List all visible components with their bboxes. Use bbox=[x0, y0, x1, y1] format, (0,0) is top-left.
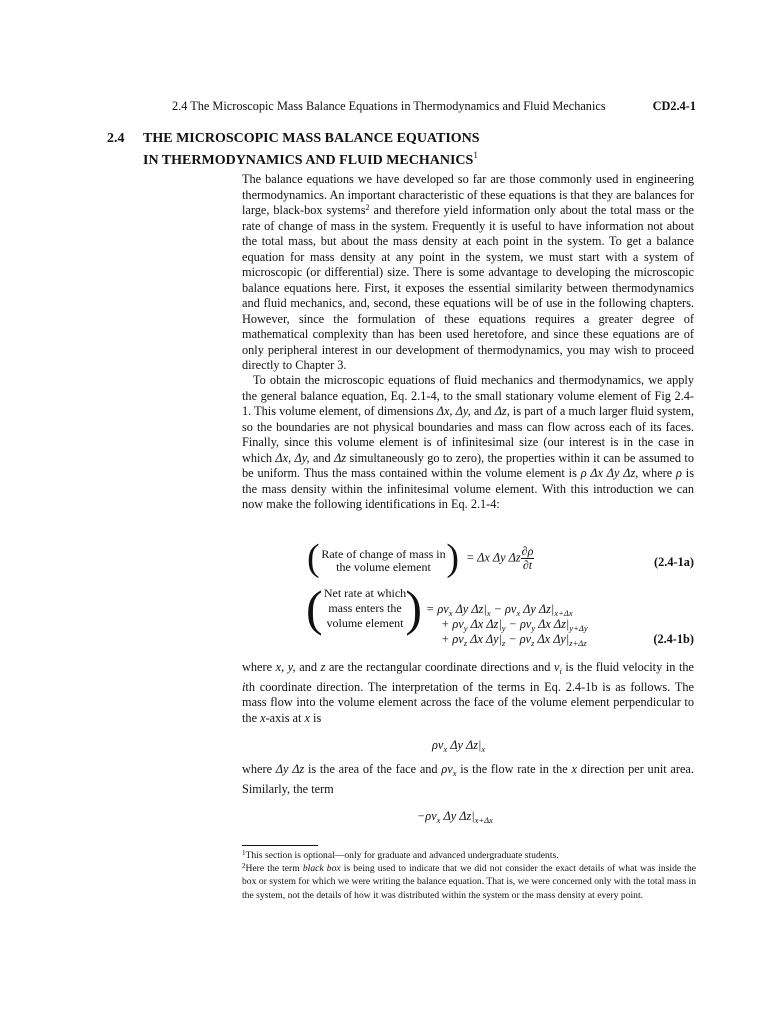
eq1a-paren-line1: Rate of change of mass in bbox=[321, 547, 446, 561]
eq1b-row-3 bbox=[441, 632, 587, 648]
math-token: Δy Δz| bbox=[447, 738, 482, 752]
section-title bbox=[143, 130, 480, 169]
eq1b-paren-line3: volume element bbox=[326, 616, 404, 630]
para1-text-b: and therefore yield information only about the total mass or the rate of change of mass in the system. Frequently it is useful to have information not about the total mass, but about the mass density at each point in the system. To get a balance equation for mass density at any point in the system, we must start with a system of microscopic (or differential) size. There is some advantage to developing the microscopic balance equations here. First, it exposes the essential similarity between thermodynamics and fluid mechanics, and, second, these equations will be of use in the following chapters. However, since the formulation of these equations requires a greater degree of mathematical complexity than has been used heretofore, and since these equations are of only peripheral interest in our development of thermodynamics, you may wish to proceed directly to Chapter 3. bbox=[242, 203, 694, 372]
math-token: Δx Δy| bbox=[467, 632, 502, 646]
math-token: ρv bbox=[432, 738, 444, 752]
para2-math-5: ρ Δx Δy Δz, bbox=[580, 466, 639, 480]
eq1a-numerator: ∂ρ bbox=[521, 544, 534, 558]
equation-1a-label: (2.4-1a) bbox=[654, 555, 694, 569]
para2-math-1: Δx, Δy, bbox=[436, 404, 471, 418]
para4-math-2: ρv bbox=[441, 762, 453, 776]
math-token: x bbox=[436, 815, 441, 825]
math-token: z bbox=[501, 638, 506, 648]
eq1b-paren-line1: Net rate at which bbox=[323, 586, 407, 600]
para3-math-xy: x, y, bbox=[275, 660, 296, 674]
math-token: − ρv bbox=[490, 602, 517, 616]
math-token: z bbox=[531, 638, 535, 648]
footnote-1-text: This section is optional—only for graduate and advanced undergraduate students. bbox=[245, 850, 559, 861]
equation-mass-flow-out bbox=[417, 809, 493, 825]
math-token: + ρv bbox=[441, 617, 464, 631]
para1-text-a: The balance equations we have developed so far are those commonly used in engineering thermodynamics. An important characteristic of these equations is that they are balances for large, black-box systems bbox=[242, 172, 694, 217]
footnote-1 bbox=[242, 849, 696, 862]
math-token: y bbox=[531, 623, 536, 633]
paragraph-interpretation bbox=[242, 660, 694, 726]
eq1a-fraction bbox=[521, 545, 535, 572]
para3-text-e: th coordinate direction. The interpretation of the terms in Eq. 2.4-1b is as follows. The mass flow into the volume element across the face of the volume element perpendicular to the bbox=[242, 679, 694, 725]
para3-math-x1: x bbox=[260, 710, 266, 725]
para3-text-g: is bbox=[309, 710, 322, 725]
math-token: y bbox=[501, 623, 506, 633]
math-token: x bbox=[448, 608, 453, 618]
para2-text-b: and bbox=[470, 404, 495, 418]
eq1b-row-2 bbox=[441, 617, 588, 633]
math-token: − ρv bbox=[505, 617, 532, 631]
para2-math-2: Δz, bbox=[494, 404, 510, 418]
para3-text-a: where bbox=[242, 660, 276, 674]
math-token: + ρv bbox=[441, 632, 464, 646]
eq1b-paren-line2: mass enters the bbox=[328, 601, 402, 615]
math-token: z+Δz bbox=[569, 638, 587, 648]
equation-mass-flow-in bbox=[432, 738, 485, 754]
para4-text-c: is the flow rate in the bbox=[456, 762, 572, 776]
section-number: 2.4 bbox=[107, 131, 125, 146]
math-token: x bbox=[516, 608, 521, 618]
math-token: x bbox=[481, 744, 486, 754]
footnote-ref-2: 2 bbox=[365, 203, 370, 212]
math-token: y+Δy bbox=[569, 623, 588, 633]
math-token: Δy Δz| bbox=[452, 602, 487, 616]
footnote-2-mark: 2 bbox=[242, 862, 246, 870]
para2-math-4: Δz bbox=[334, 450, 347, 465]
paragraph-intro bbox=[242, 172, 694, 374]
para2-text-d: and bbox=[309, 450, 335, 465]
running-header bbox=[172, 99, 696, 114]
para4-math-1: Δy Δz bbox=[275, 762, 305, 776]
math-token: − ρv bbox=[505, 632, 532, 646]
footnote-2-emphasis: black box bbox=[302, 863, 341, 874]
para3-math-z: z bbox=[320, 660, 326, 674]
para3-text-b: and bbox=[295, 660, 321, 674]
section-title-line1: THE MICROSCOPIC MASS BALANCE EQUATIONS bbox=[143, 131, 480, 146]
para3-text-f: -axis at bbox=[265, 710, 305, 725]
para4-text-a: where bbox=[242, 762, 276, 776]
math-token: Δx Δz| bbox=[467, 617, 502, 631]
para2-text-c: is part of a much larger fluid system, so the boundaries are not physical boundaries and mass can flow across each of its faces. Finally, since this volume element is of infinitesimal size (our interest is in the case in which bbox=[242, 404, 695, 465]
eq1a-rhs-text: = Δx Δy Δz bbox=[466, 550, 521, 565]
para3-text-c: are the rectangular coordinate directions and bbox=[325, 660, 554, 674]
paragraph-setup bbox=[242, 373, 694, 513]
page-id: CD2.4-1 bbox=[652, 99, 696, 113]
math-token: Δy Δz| bbox=[440, 809, 475, 823]
math-token: x bbox=[443, 744, 448, 754]
footnote-ref-1: 1 bbox=[473, 150, 478, 160]
para2-math-6: ρ bbox=[676, 466, 682, 480]
section-title-line2: IN THERMODYNAMICS AND FLUID MECHANICS bbox=[143, 153, 474, 168]
para2-text-a: To obtain the microscopic equations of fluid mechanics and thermodynamics, we apply the general balance equation, Eq. 2.1-4, to the small stationary volume element of Fig 2.4-1. This volume element, of dimensions bbox=[242, 373, 694, 418]
running-title: 2.4 The Microscopic Mass Balance Equations in Thermodynamics and Fluid Mechanics bbox=[172, 99, 606, 113]
para3-math-x2: x bbox=[304, 710, 310, 725]
math-token: Δy Δz| bbox=[520, 602, 555, 616]
para4-text-d: direction per unit area. Similarly, the term bbox=[242, 762, 694, 796]
para3-math-v-sub: i bbox=[559, 666, 562, 676]
para2-text-g: is the mass density within the infinitesimal volume element. With this introduction we can now make the following identifications in Eq. 2.1-4: bbox=[242, 466, 694, 511]
math-token: x+Δx bbox=[474, 815, 493, 825]
eq1a-denominator: ∂t bbox=[522, 558, 533, 572]
para2-text-f: where bbox=[638, 466, 677, 480]
para3-math-i: i bbox=[242, 679, 246, 694]
math-token: y bbox=[463, 623, 468, 633]
footnote-rule bbox=[242, 845, 318, 846]
equation-1a-paren: ( Rate of change of mass in the volume element ) bbox=[307, 537, 459, 579]
footnote-2 bbox=[242, 862, 696, 902]
math-token: x bbox=[486, 608, 491, 618]
math-token: Δx Δz| bbox=[535, 617, 570, 631]
equation-1a-rhs bbox=[466, 545, 534, 572]
math-token: = ρv bbox=[426, 602, 449, 616]
math-token: −ρv bbox=[417, 809, 437, 823]
footnote-2-text-a: Here the term bbox=[245, 863, 303, 874]
footnote-2-text-b: is being used to indicate that we did not consider the exact details of what was inside the box or system for which we were writing the balance equation. That is, we were concerned only with the total mass in the system, not the details of how it was distributed within the system or the mass density at every point. bbox=[242, 863, 696, 901]
para4-text-b: is the area of the face and bbox=[304, 762, 442, 776]
para3-math-v: v bbox=[553, 660, 560, 674]
eq1a-paren-line2: the volume element bbox=[336, 560, 431, 574]
equation-1b-paren: ( Net rate at which mass enters the volume element ) bbox=[306, 580, 422, 636]
math-token: x+Δx bbox=[554, 608, 573, 618]
math-token: Δx Δy| bbox=[534, 632, 570, 646]
footnote-1-mark: 1 bbox=[242, 849, 246, 857]
para4-math-3: x bbox=[571, 762, 577, 776]
para3-text-d: is the fluid velocity in the bbox=[561, 660, 694, 674]
eq1b-row-1 bbox=[426, 602, 573, 618]
para2-math-3: Δx, Δy, bbox=[275, 450, 310, 465]
equation-1b-label: (2.4-1b) bbox=[653, 632, 694, 646]
para2-text-e: simultaneously go to zero), the properties within it can be assumed to be uniform. Thus the mass contained within the volume element is bbox=[242, 450, 694, 480]
paragraph-area bbox=[242, 762, 694, 797]
math-token: z bbox=[463, 638, 468, 648]
para4-math-2-sub: x bbox=[452, 768, 457, 778]
